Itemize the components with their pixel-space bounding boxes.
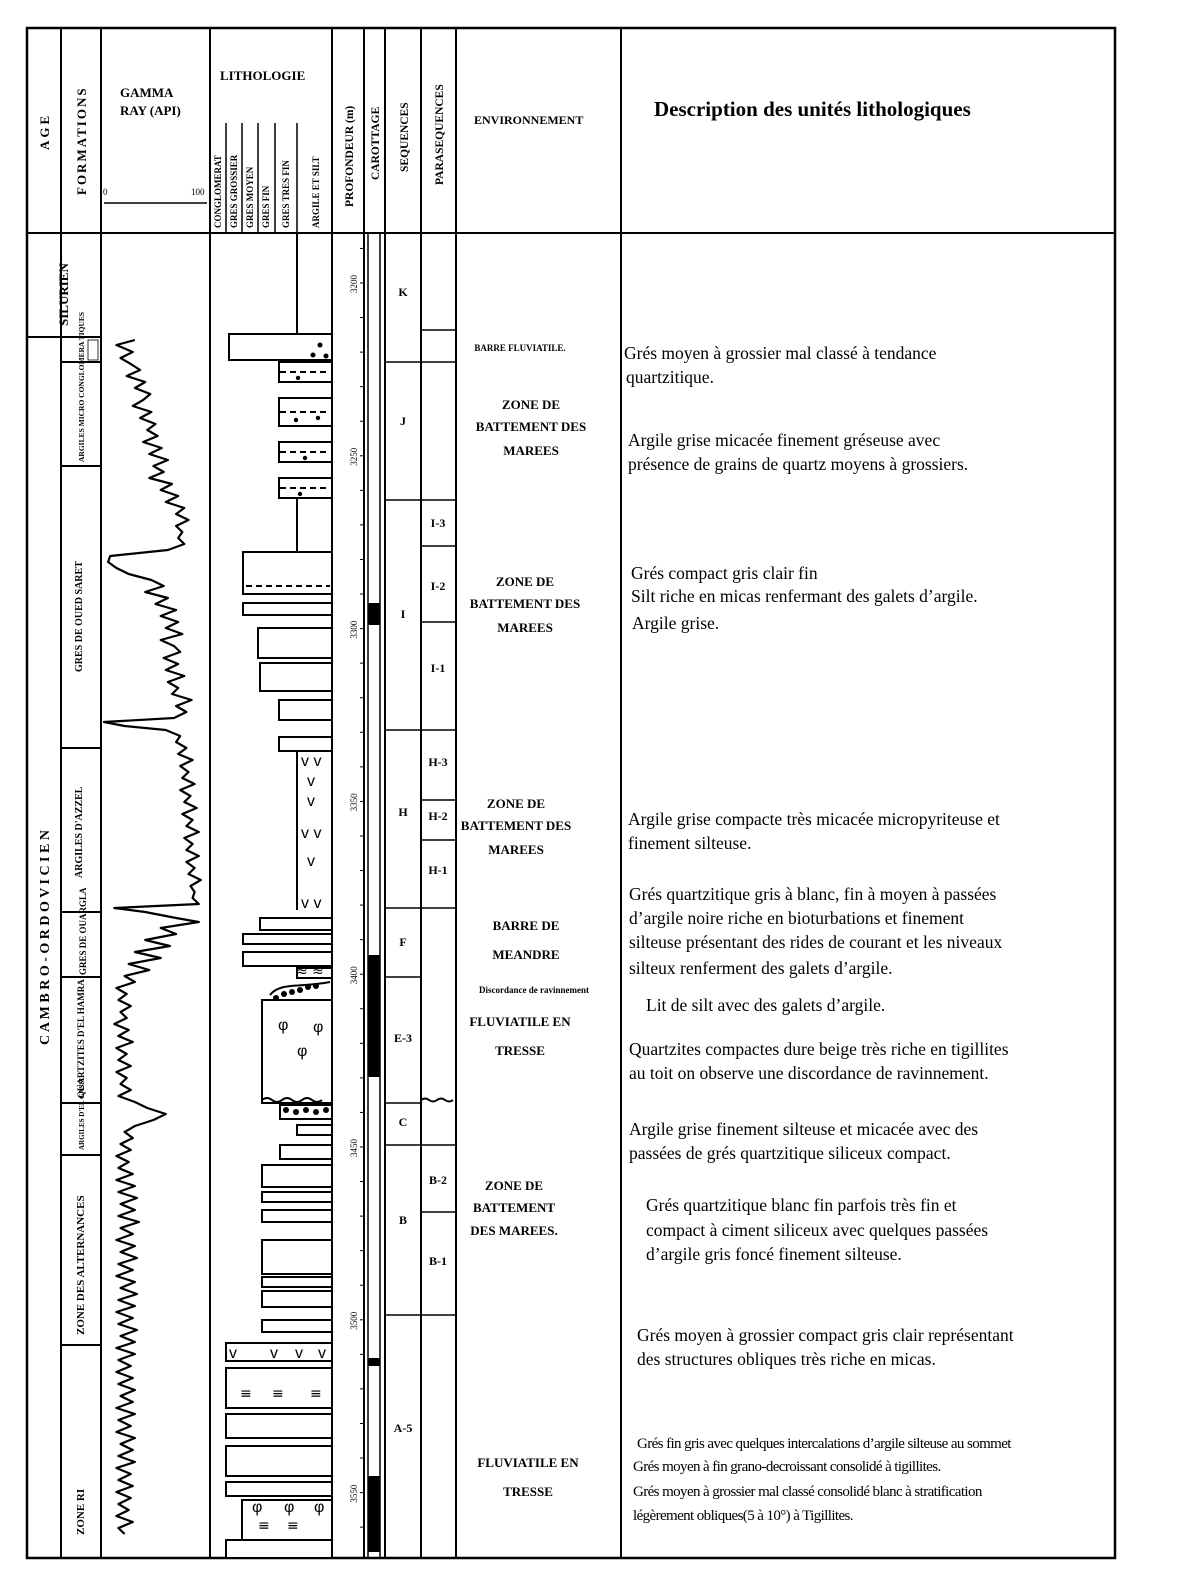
description-line: Argile grise. — [632, 613, 720, 633]
grain-size-label: GRES GROSSIER — [229, 154, 239, 228]
header-profondeur: PROFONDEUR (m) — [344, 105, 356, 207]
formation-label: GRES DE OUED SARET — [74, 561, 85, 672]
formation-labels — [74, 312, 88, 1535]
depth-label: 3500 — [349, 1311, 359, 1330]
svg-text:v: v — [295, 1345, 303, 1362]
svg-text:v v: v v — [301, 895, 322, 912]
litho-bed — [243, 934, 332, 944]
formation-label: ZONE RI — [75, 1488, 87, 1535]
column-dividers — [61, 28, 621, 1558]
gr-scale-min: 0 — [103, 187, 108, 197]
svg-text:φ: φ — [313, 1019, 324, 1036]
environment-label: BATTEMENT DES — [469, 596, 581, 611]
parasequence-label: B-2 — [429, 1173, 447, 1187]
litho-bed — [226, 1446, 332, 1476]
environment-label: ZONE DE — [486, 796, 546, 811]
description-line: Grés moyen à grossier compact gris clair représentant — [637, 1325, 1014, 1345]
core-interval — [368, 1358, 380, 1366]
litho-bed — [226, 1414, 332, 1438]
litho-bed — [262, 1192, 332, 1202]
svg-text:v: v — [318, 1345, 326, 1362]
environment-label: BARRE DE — [492, 918, 560, 933]
depth-label: 3300 — [349, 620, 359, 639]
header-gamma-ray-2: RAY (API) — [120, 103, 181, 118]
gr-scale-max: 100 — [191, 187, 205, 197]
header-gamma-ray-1: GAMMA — [120, 85, 174, 100]
environment-label: TRESSE — [503, 1484, 553, 1499]
litho-bed — [226, 1343, 332, 1361]
grain-size-label: GRES FIN — [261, 185, 271, 228]
environment-label: BATTEMENT DES — [460, 818, 572, 833]
environment-label: TRESSE — [495, 1043, 545, 1058]
grain-size-label: CONGLOMERAT — [213, 155, 223, 228]
description-line: finement silteuse. — [628, 833, 752, 853]
svg-text:v: v — [307, 773, 315, 790]
header-lithologie: LITHOLOGIE — [220, 68, 306, 83]
core-interval — [368, 603, 380, 625]
litho-bed — [243, 552, 332, 594]
description-line: Argile grise compacte très micacée micropyriteuse et — [628, 809, 1000, 829]
litho-bed — [262, 1320, 332, 1332]
core-column — [368, 233, 380, 1558]
litho-bed — [260, 918, 332, 930]
environment-label: ZONE DE — [495, 574, 555, 589]
description-line: d’argile noire riche en bioturbations et finement — [629, 908, 964, 928]
formation-label: ARGILES D'AZZEL — [74, 786, 85, 878]
description-line: Lit de silt avec des galets d’argile. — [646, 995, 886, 1015]
header-parasequences: PARASEQUENCES — [434, 84, 446, 185]
litho-bed — [262, 1240, 332, 1274]
description-line: Grés moyen à grossier mal classé consolidé blanc à stratification — [633, 1484, 982, 1500]
description-line: Silt riche en micas renfermant des galets d’argile. — [631, 586, 978, 606]
formation-label: QUARTZITES D'EL HAMRA — [76, 979, 86, 1098]
svg-text:φ: φ — [278, 1017, 289, 1034]
depth-label: 3550 — [349, 1484, 359, 1503]
header-environnement: ENVIRONNEMENT — [474, 113, 584, 127]
depth-label: 3250 — [349, 447, 359, 466]
parasequence-label: B-1 — [429, 1254, 447, 1268]
formation-label: ARGILES MICRO CONGLOMERA TIQUES — [77, 311, 86, 462]
environment-label: FLUVIATILE EN — [477, 1455, 579, 1470]
age-cambro-ordovicien: C A M B R O - O R D O V I C I E N — [38, 830, 53, 1045]
litho-bed — [260, 663, 332, 691]
description-line: au toit on observe une discordance de ravinnement. — [629, 1063, 989, 1083]
description-line: silteux renferment des galets d’argile. — [629, 958, 893, 978]
parasequence-label: H-3 — [428, 755, 448, 769]
depth-label: 3400 — [349, 966, 359, 985]
sequence-label: I — [400, 607, 406, 621]
parasequence-label: H-1 — [428, 863, 448, 877]
description-line: légèrement obliques(5 à 10°) à Tigillites. — [633, 1508, 853, 1524]
core-interval — [368, 955, 380, 1077]
parasequence-labels — [428, 516, 447, 1268]
gamma-ray-curve — [104, 340, 201, 1534]
sequence-label: K — [398, 285, 408, 299]
svg-text:≈: ≈ — [312, 964, 324, 980]
litho-bed — [262, 1277, 332, 1287]
header-description: Description des unités lithologiques — [654, 97, 971, 121]
environment-label: Discordance de ravinnement — [479, 985, 589, 995]
description-line: Grés moyen à fin grano-decroissant consolidé à tigillites. — [633, 1459, 941, 1475]
sequence-label: J — [400, 414, 406, 428]
core-interval — [368, 1476, 380, 1552]
environment-label: ZONE DE — [484, 1178, 544, 1193]
litho-bed — [297, 1125, 332, 1135]
parasequence-label: I-2 — [430, 579, 446, 593]
svg-text:φ: φ — [252, 1499, 263, 1516]
svg-text:φ: φ — [297, 1043, 308, 1060]
svg-text:≈: ≈ — [296, 964, 308, 980]
svg-text:φ: φ — [284, 1499, 295, 1516]
description-line: Grés quartzitique gris à blanc, fin à moyen à passées — [629, 884, 997, 904]
svg-text:≡: ≡ — [272, 1386, 284, 1402]
svg-text:≡: ≡ — [258, 1518, 270, 1534]
parasequence-label: I-3 — [430, 516, 446, 530]
svg-text:v v: v v — [301, 753, 322, 770]
svg-text:v v: v v — [301, 825, 322, 842]
litho-bed — [279, 737, 332, 751]
grain-size-labels — [213, 154, 321, 228]
description-line: Quartzites compactes dure beige très riche en tigillites — [629, 1039, 1009, 1059]
wavy-contact-seq — [421, 1099, 453, 1102]
environment-label: BARRE FLUVIATILE. — [474, 343, 566, 353]
description-line: Argile grise micacée finement gréseuse avec — [628, 430, 941, 450]
header-carottage: CAROTTAGE — [370, 106, 382, 180]
depth-label: 3450 — [349, 1139, 359, 1157]
description-line: Grés compact gris clair fin — [631, 563, 818, 583]
header-sequences: SEQUENCES — [399, 102, 411, 172]
small-formation-box — [88, 340, 98, 360]
svg-text:≡: ≡ — [287, 1518, 299, 1534]
svg-text:v: v — [270, 1345, 278, 1362]
litho-bed — [229, 334, 332, 360]
formation-label: ZONE DES ALTERNANCES — [75, 1195, 87, 1335]
environment-labels — [461, 343, 589, 1499]
age-silurien: SILURIEN — [56, 263, 71, 326]
environment-label: BATTEMENT — [472, 1200, 556, 1215]
description-line: passées de grés quartzitique siliceux compact. — [629, 1143, 951, 1163]
svg-text:φ: φ — [314, 1499, 325, 1516]
litho-bed — [262, 1210, 332, 1222]
grain-size-label: ARGILE ET SILT — [311, 156, 321, 228]
depth-label: 3200 — [349, 275, 359, 293]
environment-label: ZONE DE — [501, 397, 561, 412]
grain-size-label: GRES MOYEN — [245, 166, 255, 228]
depth-labels — [349, 275, 359, 1503]
parasequence-label: H-2 — [428, 809, 448, 823]
litho-bed — [262, 1291, 332, 1307]
grain-size-label: GRES TRES FIN — [281, 160, 291, 228]
svg-text:v: v — [307, 793, 315, 810]
formation-label: ARGILES D'EL GASSI — [78, 1078, 86, 1150]
sequence-label: F — [399, 935, 407, 949]
description-line: d’argile gris foncé finement silteuse. — [646, 1244, 902, 1264]
litho-bed — [262, 1165, 332, 1187]
sequence-labels — [394, 285, 413, 1435]
litho-bed — [243, 603, 332, 615]
svg-text:v: v — [229, 1345, 237, 1362]
header-age: AGE — [37, 112, 52, 150]
sequence-label: H — [398, 805, 408, 819]
svg-text:v: v — [307, 853, 315, 870]
environment-label: DES MAREES. — [470, 1223, 558, 1238]
sequence-label: C — [398, 1115, 408, 1129]
formation-label: GRES DE OUARGLA — [78, 887, 88, 975]
litho-bed — [226, 1540, 332, 1558]
sequence-label: B — [398, 1213, 408, 1227]
description-line: présence de grains de quartz moyens à grossiers. — [628, 454, 969, 474]
description-line: quartzitique. — [626, 367, 714, 387]
description-line: des structures obliques très riche en micas. — [637, 1349, 936, 1369]
description-line: Grés quartzitique blanc fin parfois très fin et — [646, 1195, 957, 1215]
environment-label: BATTEMENT DES — [475, 419, 587, 434]
environment-label: MEANDRE — [492, 947, 560, 962]
litho-bed — [258, 628, 332, 658]
description-line: silteuse présentant des rides de courant et les niveaux — [629, 932, 1003, 952]
header-formations: FORMATIONS — [74, 86, 89, 195]
environment-label: FLUVIATILE EN — [469, 1014, 571, 1029]
sequence-label: E-3 — [394, 1031, 412, 1045]
svg-text:≡: ≡ — [310, 1386, 322, 1402]
description-line: compact à ciment siliceux avec quelques passées — [646, 1220, 989, 1240]
depth-label: 3350 — [349, 793, 359, 812]
environment-label: MAREES — [503, 443, 559, 458]
description-line: Argile grise finement silteuse et micacée avec des — [629, 1119, 979, 1139]
parasequence-label: I-1 — [430, 661, 446, 675]
sequence-boundaries — [385, 362, 421, 1315]
litho-bed — [226, 1482, 332, 1496]
svg-text:≡: ≡ — [240, 1386, 252, 1402]
litho-bed — [279, 700, 332, 720]
environment-label: MAREES — [497, 620, 553, 635]
description-line: Grés moyen à grossier mal classé à tendance — [624, 343, 937, 363]
environment-label: MAREES — [488, 842, 544, 857]
description-line: Grés fin gris avec quelques intercalations d’argile silteuse au sommet — [637, 1436, 1011, 1452]
litho-bed — [280, 1145, 332, 1159]
sequence-label: A-5 — [393, 1421, 413, 1435]
